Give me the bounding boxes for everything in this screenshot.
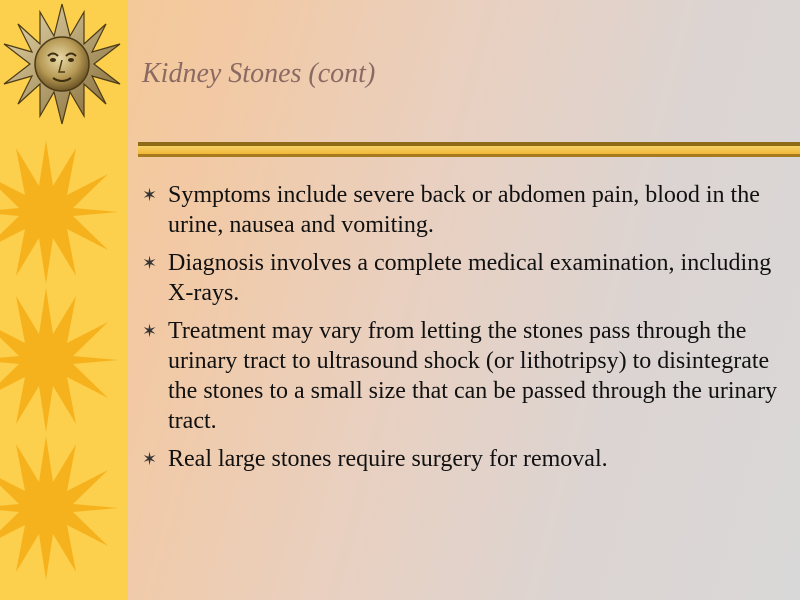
bullet-text: Real large stones require surgery for removal. (168, 446, 608, 472)
sun-column (0, 0, 128, 600)
title-divider (138, 142, 800, 158)
bullet-item (140, 180, 788, 240)
six-pointed-star-bullet-icon: ✶ (142, 253, 158, 273)
sun-icon (0, 288, 118, 432)
bullet-text: Symptoms include severe back or abdomen pain, blood in the urine, nausea and vomiting. (168, 182, 760, 238)
bullet-text: Diagnosis involves a complete medical examination, including X-rays. (168, 250, 772, 306)
sun-icon (0, 436, 118, 580)
sun-icon (0, 140, 118, 284)
bullet-item (140, 444, 788, 474)
six-pointed-star-bullet-icon: ✶ (142, 321, 158, 341)
six-pointed-star-bullet-icon: ✶ (142, 449, 158, 469)
bullet-item (140, 316, 788, 436)
sun-face-icon (4, 4, 120, 124)
six-pointed-star-bullet-icon: ✶ (142, 185, 158, 205)
bullet-item (140, 248, 788, 308)
bullet-list (140, 180, 788, 482)
slide-title: Kidney Stones (cont) (142, 58, 376, 89)
bullet-text: Treatment may vary from letting the stones pass through the urinary tract to ultrasound shock (or lithotripsy) to disintegrate the stones to a small size that can be passed through the urinary tract. (168, 318, 778, 434)
